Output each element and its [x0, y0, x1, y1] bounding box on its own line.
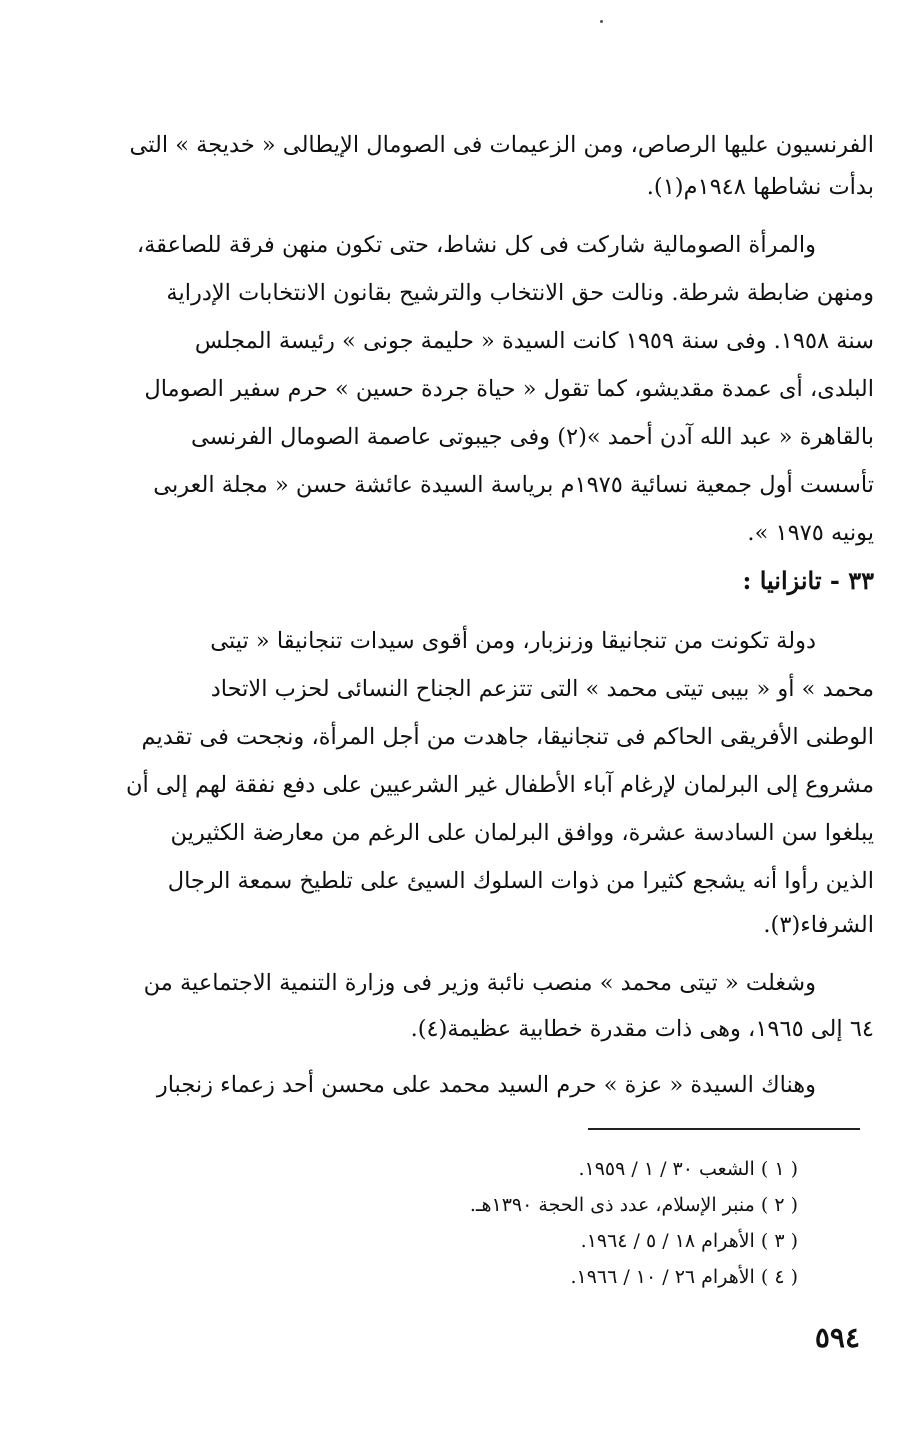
body-line: الشرفاء(٣). — [763, 912, 874, 938]
body-line: سنة ١٩٥٨. وفى سنة ١٩٥٩ كانت السيدة « حليمة جونى » رئيسة المجلس — [194, 328, 874, 354]
footnote: ( ٢ ) منبر الإسلام، عدد ذى الحجة ١٣٩٠هـ. — [469, 1194, 798, 1216]
paragraph-first-line: وشغلت « تيتى محمد » منصب نائبة وزير فى وزارة التنمية الاجتماعية من — [143, 970, 816, 996]
body-line: الوطنى الأفريقى الحاكم فى تنجانيقا، جاهدت من أجل المرأة، ونجحت فى تقديم — [141, 724, 874, 750]
footnote-separator — [588, 1128, 860, 1130]
body-line: ٦٤ إلى ١٩٦٥، وهى ذات مقدرة خطابية عظيمة(٤). — [410, 1016, 874, 1042]
paragraph-first-line: والمرأة الصومالية شاركت فى كل نشاط، حتى تكون منهن فرقة للصاعقة، — [136, 232, 816, 258]
paragraph-first-line: وهناك السيدة « عزة » حرم السيد محمد على محسن أحد زعماء زنجبار — [156, 1072, 816, 1098]
body-line: يونيه ١٩٧٥ ». — [747, 520, 874, 546]
body-line: مشروع إلى البرلمان لإرغام آباء الأطفال غير الشرعيين على دفع نفقة لهم إلى أن — [126, 772, 874, 798]
body-line: بالقاهرة « عبد الله آدن أحمد »(٢) وفى جيبوتى عاصمة الصومال الفرنسى — [190, 424, 874, 450]
paragraph-first-line: دولة تكونت من تنجانيقا وزنزبار، ومن أقوى سيدات تنجانيقا « تيتى — [210, 628, 816, 654]
body-line: محمد » أو « بيبى تيتى محمد » التى تتزعم الجناح النسائى لحزب الاتحاد — [210, 676, 874, 702]
footnote: ( ١ ) الشعب ٣٠ / ١ / ١٩٥٩. — [578, 1158, 798, 1180]
body-line: الفرنسيون عليها الرصاص، ومن الزعيمات فى الصومال الإيطالى « خديجة » التى — [129, 132, 874, 158]
section-heading: ٣٣ - تانزانيا : — [742, 566, 874, 595]
body-line: البلدى، أى عمدة مقديشو، كما تقول « حياة جردة حسين » حرم سفير الصومال — [144, 376, 874, 402]
scan-speck — [600, 20, 603, 23]
body-line: يبلغوا سن السادسة عشرة، ووافق البرلمان على الرغم من معارضة الكثيرين — [170, 820, 874, 846]
body-line: ومنهن ضابطة شرطة. ونالت حق الانتخاب والترشيح بقانون الانتخابات الإدراية — [166, 280, 874, 306]
body-line: الذين رأوا أنه يشجع كثيرا من ذوات السلوك السيئ على تلطيخ سمعة الرجال — [167, 868, 874, 894]
footnote: ( ٤ ) الأهرام ٢٦ / ١٠ / ١٩٦٦. — [570, 1266, 798, 1288]
body-line: بدأت نشاطها ١٩٤٨م(١). — [646, 174, 874, 200]
page-number: ٥٩٤ — [814, 1321, 860, 1354]
footnote: ( ٣ ) الأهرام ١٨ / ٥ / ١٩٦٤. — [580, 1230, 798, 1252]
body-line: تأسست أول جمعية نسائية ١٩٧٥م برياسة السيدة عائشة حسن « مجلة العربى — [153, 472, 874, 498]
